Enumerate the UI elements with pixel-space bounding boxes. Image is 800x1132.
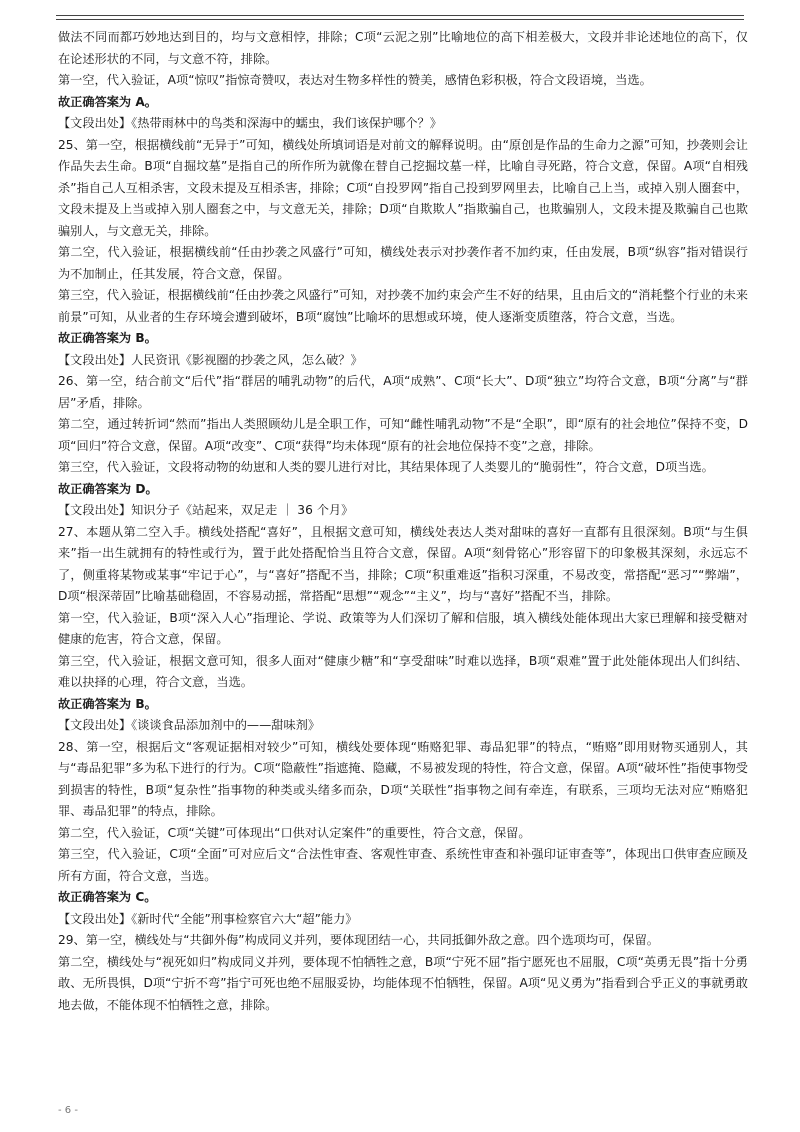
paragraph: 27、本题从第二空入手。横线处搭配“喜好”，且根据文意可知，横线处表达人类对甜味的喜好一直都有且很深刻。B项“与生俱来”指一出生就拥有的特性或行为，置于此处搭配恰当且符合文意，保留。A项“刻骨铭心”形容留下的印象极其深刻，永远忘不了，侧重将某物或某事“牢记于心”，与“喜好”搭配不当，排除；C项“积重难返”指积习深重，不易改变，常搭配“恶习”“弊端”，D项“根深蒂固”比喻基础稳固，不容易动摇，常搭配“思想”“观念”“主义”，均与“喜好”搭配不当，排除。: [58, 524, 748, 603]
paragraph: 第二空，代入验证，C项“关键”可体现出“口供对认定案件”的重要性，符合文意，保留。: [58, 825, 531, 840]
paragraph: 25、第一空，根据横线前“无异于”可知，横线处所填词语是对前文的解释说明。由“原创是作品的生命力之源”可知，抄袭则会让作品失去生命。B项“自掘坟墓”是指自己的所作所为就像在替自己挖掘坟墓一样，比喻自寻死路，符合文意，保留。A项“自相残杀”指自己人互相杀害，文段未提及互相杀害，排除；C项“自投罗网”指自己投到罗网里去，比喻自己上当，或掉入别人圈套中，文段未提及上当或掉入别人圈套之中，与文意无关，排除；D项“自欺欺人”指欺骗自己，也欺骗别人，文段未提及欺骗自己也欺骗别人，与文意无关，排除。: [58, 137, 748, 238]
answer-line: 故正确答案为 D。: [58, 481, 158, 496]
paragraph: 第三空，代入验证，根据横线前“任由抄袭之风盛行”可知，对抄袭不加约束会产生不好的结果，且由后文的“消耗整个行业的未来前景”可知，从业者的生存环境会遭到破坏，B项“腐蚀”比喻坏的思想或环境，使人逐渐变质堕落，符合文意，当选。: [58, 288, 748, 324]
answer-line: 故正确答案为 B。: [58, 331, 157, 345]
answer-line: 故正确答案为 C。: [58, 890, 157, 904]
paragraph: 做法不同而都巧妙地达到目的，均与文意相悖，排除；C项“云泥之别”比喻地位的高下相差极大，文段并非论述地位的高下，仅在论述形状的不同，与文意不符，排除。: [58, 30, 748, 66]
paragraph: 第二空，横线处与“视死如归”构成同义并列，要体现不怕牺牲之意，B项“宁死不屈”指宁愿死也不屈服，C项“英勇无畏”指十分勇敢、无所畏惧，D项“宁折不弯”指宁可死也绝不屈服妥协，均能体现不怕牺牲，保留。A项“见义勇为”指看到合乎正义的事就勇敢地去做，不能体现不怕牺牲之意，排除。: [58, 954, 748, 1012]
paragraph: 28、第一空，根据后文“客观证据相对较少”可知，横线处要体现“贿赂犯罪、毒品犯罪”的特点，“贿赂”即用财物买通别人，其与“毒品犯罪”多为私下进行的行为。C项“隐蔽性”指遮掩、隐藏，不易被发现的特性，符合文意，保留。A项“破坏性”指使事物受到损害的特性，B项“复杂性”指事物的种类或头绪多而杂，D项“关联性”指事物之间有牵连，有联系，三项均无法对应“贿赂犯罪、毒品犯罪”的特点，排除。: [58, 739, 748, 818]
page-number: - 6 -: [58, 1105, 78, 1116]
paragraph: 第一空，代入验证，A项“惊叹”指惊奇赞叹，表达对生物多样性的赞美，感情色彩积极，符合文段语境，当选。: [58, 73, 652, 87]
paragraph: 第一空，代入验证，B项“深入人心”指理论、学说、政策等为人们深切了解和信服，填入横线处能体现出大家已理解和接受糖对健康的危害，符合文意，保留。: [58, 610, 748, 646]
header-rule-thin: [56, 19, 744, 20]
paragraph: 29、第一空，横线处与“共御外侮”构成同义并列，要体现团结一心，共同抵御外敌之意。四个选项均可，保留。: [58, 933, 659, 947]
document-body: [58, 27, 748, 1016]
source-citation: 【文段出处】《热带雨林中的鸟类和深海中的蠕虫，我们该保护哪个？》: [58, 116, 442, 130]
paragraph: 第二空，代入验证，根据横线前“任由抄袭之风盛行”可知，横线处表示对抄袭作者不加约束，任由发展，B项“纵容”指对错误行为不加制止，任其发展，符合文意，保留。: [58, 245, 748, 281]
source-citation: 【文段出处】人民资讯《影视圈的抄袭之风，怎么破？》: [58, 352, 363, 367]
paragraph: 第二空，通过转折词“然而”指出人类照顾幼儿是全职工作，可知“雌性哺乳动物”不是“全职”，即“原有的社会地位”保持不变，D项“回归”符合文意，保留。A项“改变”、C项“获得”均未体现“原有的社会地位保持不变”之意，排除。: [58, 417, 748, 453]
paragraph: 第三空，代入验证，C项“全面”可对应后文“合法性审查、客观性审查、系统性审查和补强印证审查等”，体现出口供审查应顾及所有方面，符合文意，当选。: [58, 847, 748, 883]
source-citation: 【文段出处】《谈谈食品添加剂中的——甜味剂》: [58, 718, 321, 732]
source-citation: 【文段出处】知识分子《站起来，双足走 ｜ 36 个月》: [58, 503, 354, 517]
answer-line: 故正确答案为 A。: [58, 94, 157, 109]
answer-line: 故正确答案为 B。: [58, 696, 157, 711]
source-citation: 【文段出处】《新时代“全能”刑事检察官六大“超”能力》: [58, 911, 358, 926]
paragraph: 26、第一空，结合前文“后代”指“群居的哺乳动物”的后代，A项“成熟”、C项“长大”、D项“独立”均符合文意，B项“分离”与“群居”矛盾，排除。: [58, 374, 748, 410]
header-rule: [56, 15, 744, 16]
paragraph: 第三空，代入验证，根据文意可知，很多人面对“健康少糖”和“享受甜味”时难以选择，B项“艰难”置于此处能体现出人们纠结、难以抉择的心理，符合文意，当选。: [58, 653, 748, 689]
paragraph: 第三空，代入验证，文段将动物的幼崽和人类的婴儿进行对比，其结果体现了人类婴儿的“脆弱性”，符合文意，D项当选。: [58, 460, 714, 474]
